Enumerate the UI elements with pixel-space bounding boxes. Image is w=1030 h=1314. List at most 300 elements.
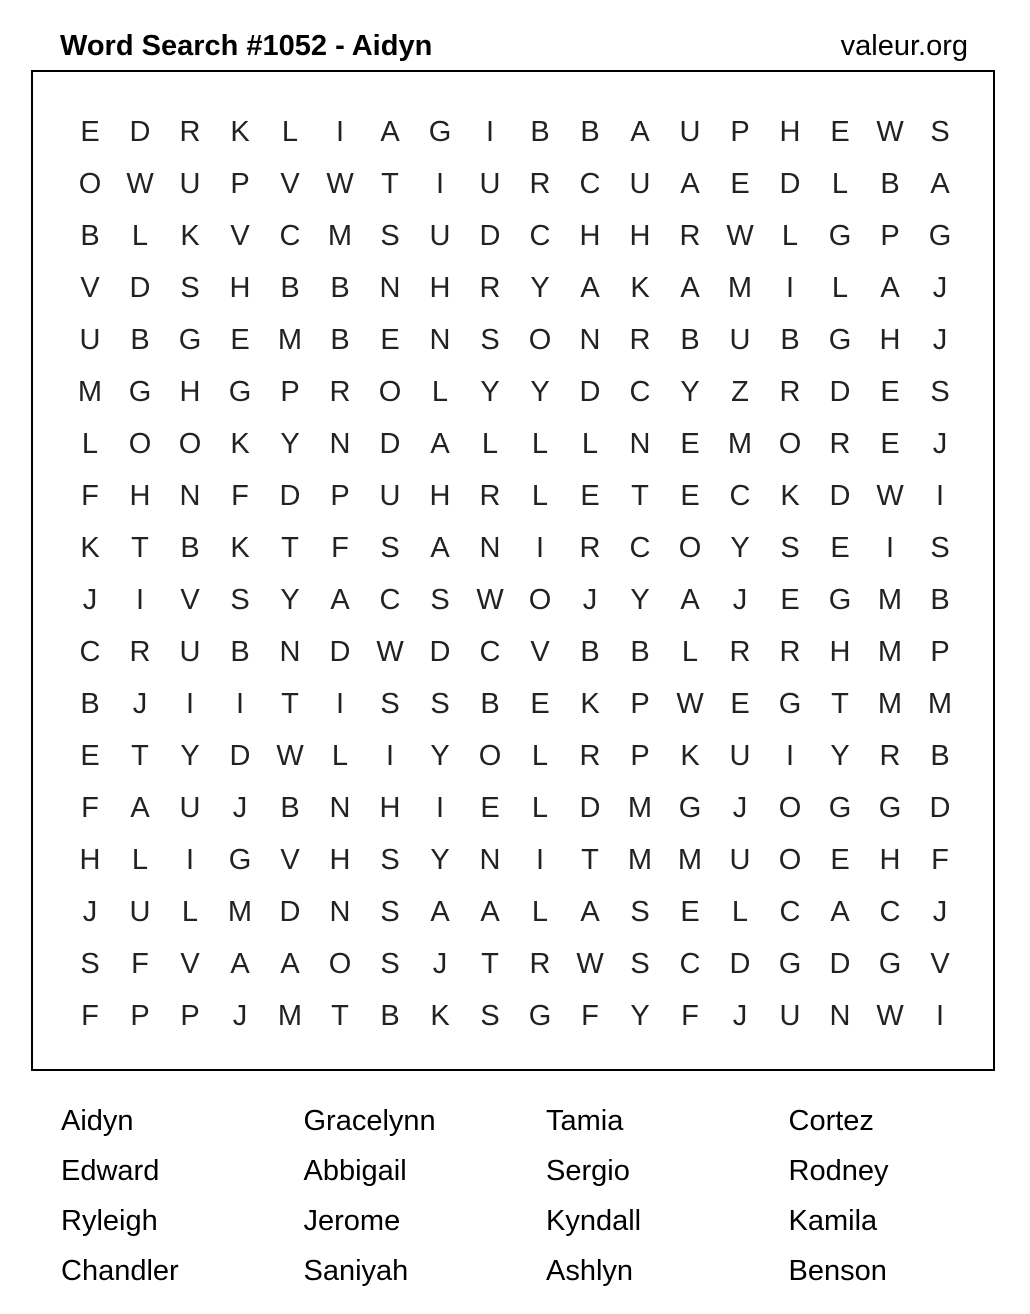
grid-letter: S (630, 947, 650, 980)
grid-letter: U (129, 895, 151, 928)
grid-letter: V (180, 947, 200, 980)
grid-letter: S (380, 219, 400, 252)
grid-letter: N (379, 271, 401, 304)
grid-letter: G (828, 791, 852, 824)
grid-letter: A (430, 531, 450, 564)
grid-letter: E (480, 791, 500, 824)
grid-letter: B (130, 323, 150, 356)
grid-letter: B (180, 531, 200, 564)
grid-letter: U (179, 167, 201, 200)
grid-letter: P (930, 635, 950, 668)
grid-letter: H (129, 479, 151, 512)
grid-letter: H (79, 843, 101, 876)
grid-letter: T (131, 739, 149, 772)
grid-letter: M (227, 895, 253, 928)
grid-letter: F (81, 999, 99, 1032)
grid-letter: I (335, 115, 345, 148)
grid-letter: A (430, 895, 450, 928)
grid-letter: F (331, 531, 349, 564)
grid-letter: B (680, 323, 700, 356)
grid-letter: D (829, 479, 851, 512)
grid-letter: C (279, 219, 301, 252)
grid-letter: C (79, 635, 101, 668)
grid-letter: O (778, 791, 802, 824)
grid-letter: U (429, 219, 451, 252)
grid-letter: R (779, 375, 801, 408)
grid-letter: E (80, 739, 100, 772)
grid-letter: P (180, 999, 200, 1032)
grid-letter: D (129, 271, 151, 304)
grid-letter: D (829, 947, 851, 980)
grid-letter: K (230, 427, 250, 460)
grid-letter: W (276, 739, 304, 772)
word-list-item: Aidyn (61, 1105, 134, 1137)
grid-letter: Y (430, 739, 450, 772)
grid-letter: J (82, 895, 98, 928)
grid-letter: C (679, 947, 701, 980)
grid-letter: S (380, 843, 400, 876)
grid-letter: S (930, 531, 950, 564)
grid-letter: E (380, 323, 400, 356)
grid-letter: T (831, 687, 849, 720)
grid-letter: A (680, 271, 700, 304)
grid-letter: V (280, 843, 300, 876)
grid-letter: C (579, 167, 601, 200)
grid-letter: N (279, 635, 301, 668)
grid-letter: I (935, 479, 945, 512)
word-list-item: Abbigail (303, 1155, 407, 1187)
grid-letter: E (830, 531, 850, 564)
grid-letter: B (780, 323, 800, 356)
word-list-item: Cortez (788, 1105, 874, 1137)
grid-letter: T (331, 999, 349, 1032)
grid-letter: H (779, 115, 801, 148)
grid-letter: V (180, 583, 200, 616)
grid-letter: S (430, 687, 450, 720)
grid-letter: H (179, 375, 201, 408)
grid-letter: M (927, 687, 953, 720)
grid-letter: S (80, 947, 100, 980)
word-list (61, 1096, 1030, 1296)
grid-letter: H (579, 219, 601, 252)
grid-letter: S (380, 895, 400, 928)
grid-letter: A (380, 115, 400, 148)
word-list-item: Ashlyn (546, 1255, 634, 1287)
grid-letter: C (479, 635, 501, 668)
grid-letter: W (126, 167, 154, 200)
grid-letter: I (485, 115, 495, 148)
grid-letter: H (429, 479, 451, 512)
grid-letter: B (380, 999, 400, 1032)
grid-letter: B (80, 219, 100, 252)
grid-letter: Y (480, 375, 500, 408)
grid-letter: N (429, 323, 451, 356)
grid-letter: V (80, 271, 100, 304)
word-list-item: Ryleigh (61, 1205, 158, 1237)
grid-letter: W (876, 479, 904, 512)
grid-letter: O (328, 947, 352, 980)
grid-letter: S (930, 115, 950, 148)
grid-letter: K (680, 739, 700, 772)
grid-letter: N (629, 427, 651, 460)
grid-letter: L (331, 739, 349, 772)
grid-letter: K (230, 115, 250, 148)
grid-letter: A (580, 271, 600, 304)
grid-letter: J (932, 427, 948, 460)
grid-letter: E (680, 479, 700, 512)
grid-letter: V (280, 167, 300, 200)
grid-letter: L (831, 167, 849, 200)
grid-letter: A (680, 583, 700, 616)
grid-letter: R (479, 271, 501, 304)
grid-letter: J (132, 687, 148, 720)
grid-letter: S (380, 687, 400, 720)
grid-letter: T (631, 479, 649, 512)
grid-letter: P (130, 999, 150, 1032)
grid-letter: E (730, 167, 750, 200)
grid-letter: N (479, 531, 501, 564)
grid-letter: Y (630, 999, 650, 1032)
grid-letter: J (82, 583, 98, 616)
grid-letter: Y (630, 583, 650, 616)
grid-letter: P (330, 479, 350, 512)
grid-letter: B (580, 115, 600, 148)
word-list-item: Benson (788, 1255, 887, 1287)
grid-letter: F (231, 479, 249, 512)
grid-letter: H (879, 843, 901, 876)
grid-letter: M (877, 635, 903, 668)
grid-letter: Z (731, 375, 749, 408)
grid-letter: J (232, 999, 248, 1032)
grid-letter: I (385, 739, 395, 772)
grid-letter: B (630, 635, 650, 668)
grid-letter: W (476, 583, 504, 616)
grid-letter: P (630, 687, 650, 720)
grid-letter: D (579, 791, 601, 824)
grid-letter: J (232, 791, 248, 824)
grid-letter: L (131, 219, 149, 252)
grid-letter: G (428, 115, 452, 148)
grid-letter: B (330, 271, 350, 304)
page-title: Word Search #1052 - Aidyn (60, 30, 433, 62)
grid-letter: R (629, 323, 651, 356)
word-list-item: Jerome (303, 1205, 401, 1237)
grid-letter: U (479, 167, 501, 200)
grid-letter: P (730, 115, 750, 148)
grid-letter: V (230, 219, 250, 252)
grid-letter: I (935, 999, 945, 1032)
grid-letter: D (129, 115, 151, 148)
grid-letter: G (128, 375, 152, 408)
grid-letter: R (179, 115, 201, 148)
grid-letter: D (379, 427, 401, 460)
grid-letter: N (829, 999, 851, 1032)
grid-letter: R (729, 635, 751, 668)
grid-letter: R (779, 635, 801, 668)
grid-letter: H (379, 791, 401, 824)
grid-letter: H (329, 843, 351, 876)
grid-letter: W (576, 947, 604, 980)
grid-letter: P (280, 375, 300, 408)
grid-letter: J (582, 583, 598, 616)
grid-letter: U (179, 791, 201, 824)
grid-letter: M (277, 999, 303, 1032)
grid-letter: H (229, 271, 251, 304)
grid-letter: O (378, 375, 402, 408)
grid-letter: R (529, 947, 551, 980)
grid-letter: P (880, 219, 900, 252)
grid-letter: T (481, 947, 499, 980)
grid-letter: L (281, 115, 299, 148)
grid-letter: W (376, 635, 404, 668)
grid-letter: A (930, 167, 950, 200)
grid-letter: B (480, 687, 500, 720)
grid-letter: T (281, 687, 299, 720)
grid-letter: J (732, 791, 748, 824)
grid-letter: G (528, 999, 552, 1032)
grid-letter: D (479, 219, 501, 252)
grid-letter: U (79, 323, 101, 356)
grid-letter: D (229, 739, 251, 772)
grid-letter: E (680, 427, 700, 460)
grid-letter: J (732, 583, 748, 616)
grid-letter: I (435, 791, 445, 824)
grid-letter: E (780, 583, 800, 616)
grid-letter: W (326, 167, 354, 200)
grid-letter: G (178, 323, 202, 356)
grid-letter: L (681, 635, 699, 668)
grid-letter: G (928, 219, 952, 252)
grid-letter: A (330, 583, 350, 616)
grid-letter: I (435, 167, 445, 200)
grid-letter: U (729, 323, 751, 356)
grid-letter: D (429, 635, 451, 668)
grid-letter: A (880, 271, 900, 304)
grid-letter: G (228, 843, 252, 876)
grid-letter: E (80, 115, 100, 148)
grid-letter: J (432, 947, 448, 980)
grid-letter: L (531, 739, 549, 772)
grid-letter: M (77, 375, 103, 408)
grid-letter: B (280, 791, 300, 824)
grid-letter: G (828, 323, 852, 356)
grid-letter: G (878, 947, 902, 980)
grid-letter: K (180, 219, 200, 252)
grid-letter: S (380, 947, 400, 980)
grid-letter: J (932, 323, 948, 356)
grid-letter: U (379, 479, 401, 512)
grid-letter: N (479, 843, 501, 876)
grid-letter: R (829, 427, 851, 460)
grid-letter: O (778, 843, 802, 876)
grid-letter: F (681, 999, 699, 1032)
grid-letter: L (531, 427, 549, 460)
grid-letter: C (879, 895, 901, 928)
grid-letter: Y (680, 375, 700, 408)
grid-letter: O (128, 427, 152, 460)
grid-letter: W (726, 219, 754, 252)
grid-letter: O (178, 427, 202, 460)
letter-grid (65, 106, 965, 1042)
grid-letter: L (731, 895, 749, 928)
grid-letter: Y (430, 843, 450, 876)
grid-letter: D (329, 635, 351, 668)
grid-letter: Y (830, 739, 850, 772)
grid-letter: K (630, 271, 650, 304)
grid-letter: S (480, 323, 500, 356)
grid-letter: D (929, 791, 951, 824)
grid-letter: S (630, 895, 650, 928)
grid-letter: I (535, 843, 545, 876)
grid-letter: L (531, 791, 549, 824)
grid-letter: K (80, 531, 100, 564)
grid-letter: M (327, 219, 353, 252)
grid-letter: A (680, 167, 700, 200)
grid-letter: B (580, 635, 600, 668)
grid-letter: M (277, 323, 303, 356)
grid-letter: A (630, 115, 650, 148)
grid-letter: I (185, 687, 195, 720)
grid-letter: M (727, 427, 753, 460)
grid-letter: Y (530, 271, 550, 304)
grid-letter: G (778, 687, 802, 720)
grid-letter: T (381, 167, 399, 200)
grid-letter: D (829, 375, 851, 408)
word-list-item: Saniyah (303, 1255, 409, 1287)
grid-letter: M (677, 843, 703, 876)
grid-letter: R (529, 167, 551, 200)
grid-letter: G (228, 375, 252, 408)
grid-letter: J (732, 999, 748, 1032)
word-list-item: Chandler (61, 1255, 179, 1287)
grid-letter: I (785, 739, 795, 772)
grid-letter: A (230, 947, 250, 980)
grid-letter: E (580, 479, 600, 512)
grid-letter: R (329, 375, 351, 408)
grid-letter: A (480, 895, 500, 928)
grid-letter: S (430, 583, 450, 616)
grid-letter: B (80, 687, 100, 720)
grid-letter: C (529, 219, 551, 252)
grid-letter: A (130, 791, 150, 824)
word-list-item: Gracelynn (303, 1105, 436, 1137)
grid-letter: E (830, 115, 850, 148)
grid-letter: K (580, 687, 600, 720)
grid-letter: G (878, 791, 902, 824)
grid-letter: W (876, 999, 904, 1032)
grid-letter: L (81, 427, 99, 460)
grid-letter: L (781, 219, 799, 252)
grid-letter: R (879, 739, 901, 772)
grid-letter: F (131, 947, 149, 980)
grid-letter: B (230, 635, 250, 668)
grid-letter: A (830, 895, 850, 928)
word-list-item: Rodney (788, 1155, 889, 1187)
grid-letter: F (581, 999, 599, 1032)
grid-letter: V (930, 947, 950, 980)
grid-letter: D (779, 167, 801, 200)
grid-letter: L (481, 427, 499, 460)
site-name: valeur.org (840, 30, 968, 62)
grid-letter: U (779, 999, 801, 1032)
grid-letter: R (579, 531, 601, 564)
grid-letter: S (180, 271, 200, 304)
grid-letter: S (380, 531, 400, 564)
grid-letter: Y (530, 375, 550, 408)
grid-letter: E (530, 687, 550, 720)
grid-letter: U (729, 843, 751, 876)
grid-letter: S (930, 375, 950, 408)
grid-letter: D (279, 895, 301, 928)
grid-letter: M (877, 687, 903, 720)
grid-letter: L (531, 479, 549, 512)
grid-letter: I (885, 531, 895, 564)
grid-letter: C (379, 583, 401, 616)
grid-letter: S (780, 531, 800, 564)
grid-letter: T (131, 531, 149, 564)
word-list-item: Edward (61, 1155, 160, 1187)
grid-letter: W (676, 687, 704, 720)
grid-letter: K (780, 479, 800, 512)
grid-letter: B (930, 583, 950, 616)
grid-letter: L (131, 843, 149, 876)
grid-letter: B (880, 167, 900, 200)
grid-letter: F (81, 791, 99, 824)
grid-letter: A (280, 947, 300, 980)
grid-letter: H (829, 635, 851, 668)
grid-letter: G (828, 219, 852, 252)
grid-letter: Y (280, 427, 300, 460)
grid-letter: T (281, 531, 299, 564)
grid-letter: W (876, 115, 904, 148)
grid-letter: C (629, 375, 651, 408)
grid-letter: P (230, 167, 250, 200)
grid-letter: M (627, 791, 653, 824)
grid-letter: M (627, 843, 653, 876)
grid-letter: I (335, 687, 345, 720)
grid-letter: J (932, 271, 948, 304)
grid-letter: O (478, 739, 502, 772)
grid-letter: A (580, 895, 600, 928)
grid-letter: N (579, 323, 601, 356)
grid-letter: N (329, 791, 351, 824)
grid-letter: D (729, 947, 751, 980)
grid-letter: G (828, 583, 852, 616)
word-list-item: Kyndall (546, 1205, 642, 1237)
word-list-item: Kamila (788, 1205, 878, 1237)
grid-letter: Y (730, 531, 750, 564)
grid-letter: A (430, 427, 450, 460)
grid-letter: H (879, 323, 901, 356)
grid-letter: E (880, 375, 900, 408)
grid-letter: C (629, 531, 651, 564)
grid-letter: G (678, 791, 702, 824)
grid-letter: G (778, 947, 802, 980)
grid-letter: M (877, 583, 903, 616)
grid-letter: C (729, 479, 751, 512)
grid-letter: L (581, 427, 599, 460)
grid-letter: H (629, 219, 651, 252)
grid-letter: B (930, 739, 950, 772)
grid-letter: O (528, 323, 552, 356)
grid-letter: Y (280, 583, 300, 616)
grid-letter: E (830, 843, 850, 876)
grid-letter: O (678, 531, 702, 564)
grid-letter: M (727, 271, 753, 304)
grid-letter: K (230, 531, 250, 564)
grid-letter: C (779, 895, 801, 928)
grid-letter: L (531, 895, 549, 928)
